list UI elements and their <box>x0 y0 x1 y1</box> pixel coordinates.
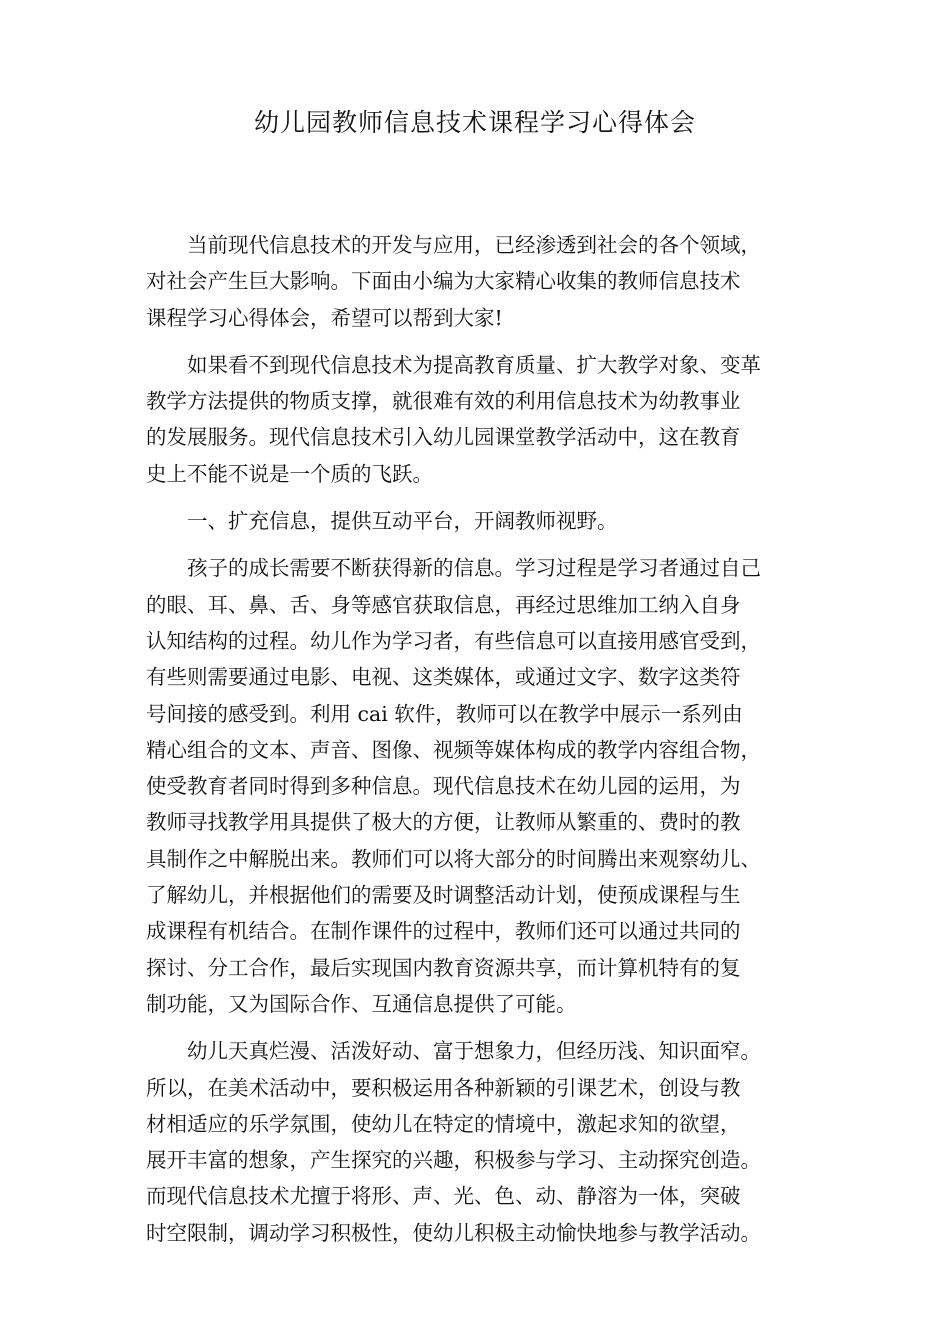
text-line: 的发展服务。现代信息技术引入幼儿园课堂教学活动中，这在教育 <box>146 425 741 450</box>
text-line: 展开丰富的想象，产生探究的兴趣，积极参与学习、主动探究创造。 <box>146 1148 761 1173</box>
text-line: 了解幼儿，并根据他们的需要及时调整活动计划，使预成课程与生 <box>146 883 741 908</box>
text-line: 史上不能不说是一个质的飞跃。 <box>146 461 433 486</box>
text-line: 号间接的感受到。利用 cai 软件，教师可以在教学中展示一系列由 <box>146 701 743 726</box>
text-line: 使受教育者同时得到多种信息。现代信息技术在幼儿园的运用，为 <box>146 774 741 799</box>
document-body <box>146 227 824 1262</box>
text-line: 孩子的成长需要不断获得新的信息。学习过程是学习者通过自己 <box>187 556 761 581</box>
paragraph-2 <box>146 347 824 492</box>
text-line: 制功能，又为国际合作、互通信息提供了可能。 <box>146 991 577 1016</box>
text-line: 的眼、耳、鼻、舌、身等感官获取信息，再经过思维加工纳入自身 <box>146 592 741 617</box>
document-title: 幼儿园教师信息技术课程学习心得体会 <box>253 108 696 137</box>
text-line: 材相适应的乐学氛围，使幼儿在特定的情境中，激起求知的欲望， <box>146 1111 741 1136</box>
text-line: 有些则需要通过电影、电视、这类媒体，或通过文字、数字这类符 <box>146 665 741 690</box>
text-line: 对社会产生巨大影响。下面由小编为大家精心收集的教师信息技术 <box>146 269 741 294</box>
text-line: 当前现代信息技术的开发与应用，已经渗透到社会的各个领域， <box>187 233 761 257</box>
text-line: 教师寻找教学用具提供了极大的方便，让教师从繁重的、费时的教 <box>146 810 741 835</box>
text-line: 具制作之中解脱出来。教师们可以将大部分的时间腾出来观察幼儿、 <box>146 846 761 871</box>
text-line: 如果看不到现代信息技术为提高教育质量、扩大教学对象、变革 <box>187 352 761 377</box>
text-line: 认知结构的过程。幼儿作为学习者，有些信息可以直接用感官受到， <box>146 628 761 653</box>
text-line: 成课程有机结合。在制作课件的过程中，教师们还可以通过共同的 <box>146 919 741 944</box>
paragraph-intro <box>146 227 824 336</box>
text-line: 幼儿天真烂漫、活泼好动、富于想象力，但经历浅、知识面窄。 <box>187 1039 761 1064</box>
text-line: 探讨、分工合作，最后实现国内教育资源共享，而计算机特有的复 <box>146 955 741 980</box>
text-line: 时空限制，调动学习积极性，使幼儿积极主动愉快地参与教学活动。 <box>146 1220 761 1245</box>
text-line: 精心组合的文本、声音、图像、视频等媒体构成的教学内容组合物， <box>146 737 761 762</box>
section-heading-1 <box>146 503 824 539</box>
text-line: 而现代信息技术尤擅于将形、声、光、色、动、静溶为一体，突破 <box>146 1184 741 1209</box>
text-line: 教学方法提供的物质支撑，就很难有效的利用信息技术为幼教事业 <box>146 389 741 414</box>
text-line: 一、扩充信息，提供互动平台，开阔教师视野。 <box>187 509 618 534</box>
text-line: 课程学习心得体会，希望可以帮到大家! <box>146 305 503 330</box>
text-line: 所以，在美术活动中，要积极运用各种新颖的引课艺术，创设与教 <box>146 1075 741 1100</box>
paragraph-4 <box>146 550 824 1022</box>
paragraph-5 <box>146 1033 824 1251</box>
